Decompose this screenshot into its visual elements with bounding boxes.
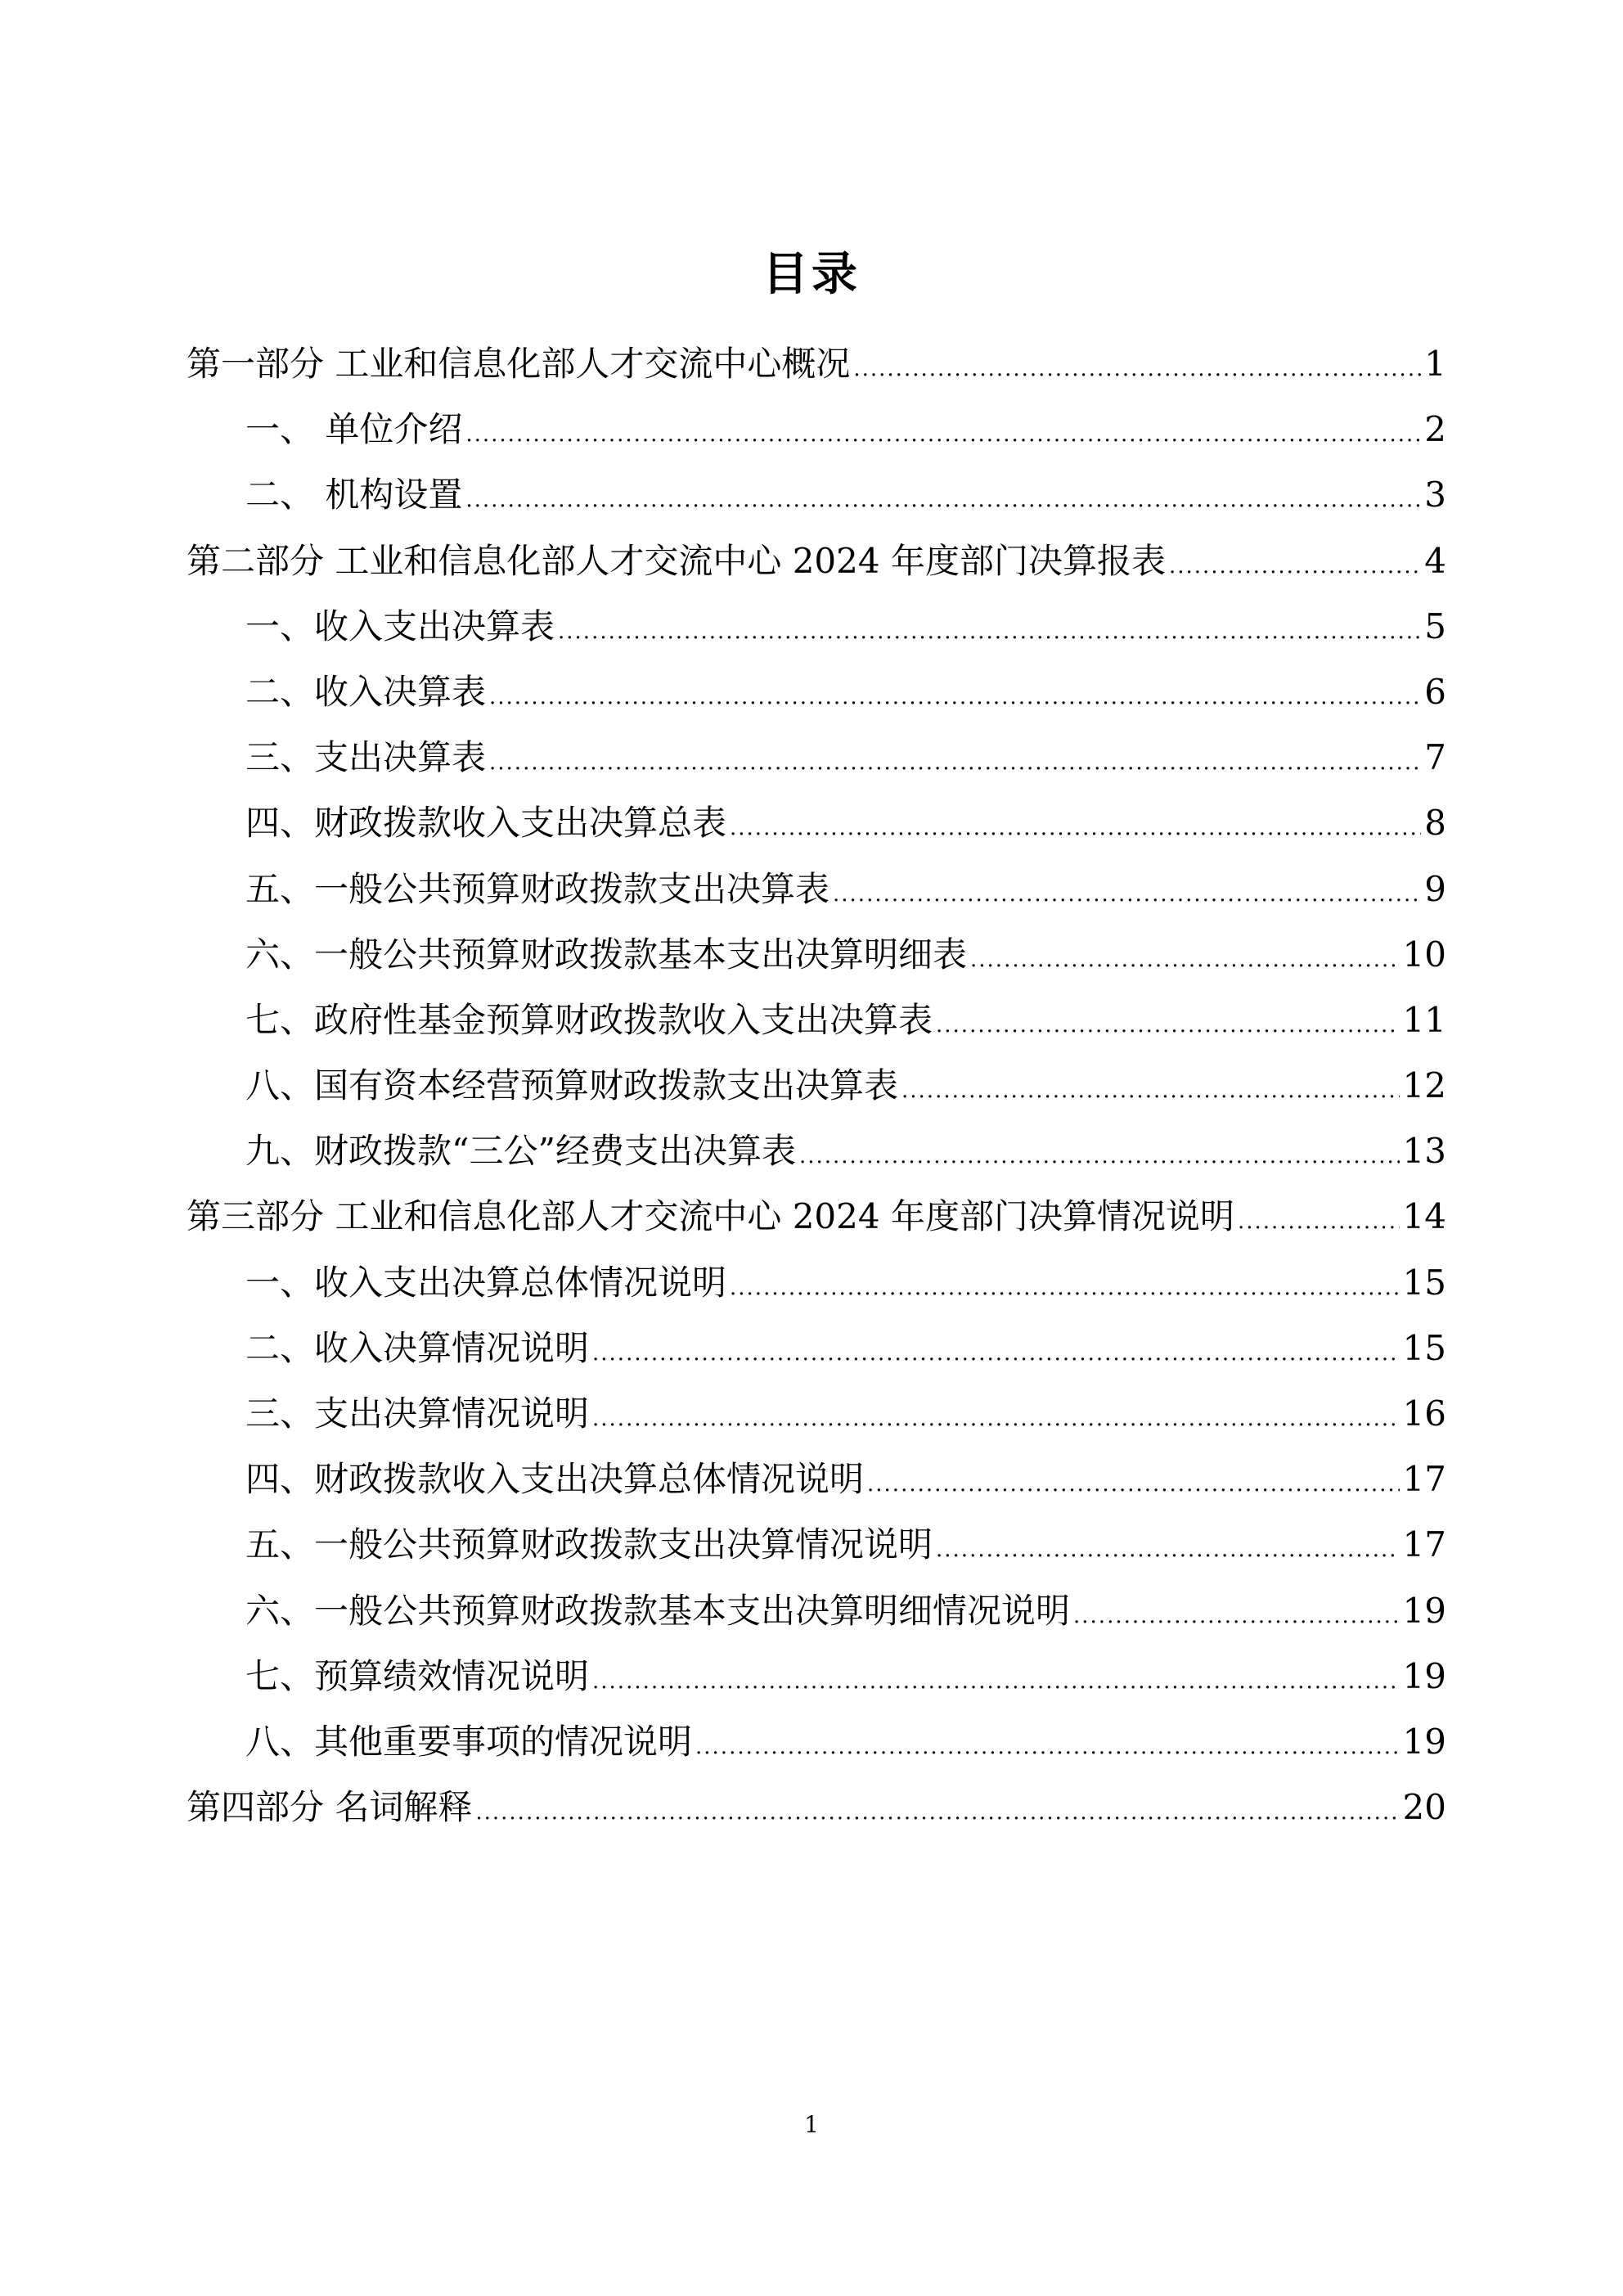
toc-entry-text: 二、收入决算表: [245, 671, 487, 712]
toc-dot-leader: [1238, 1189, 1400, 1254]
toc-list: [187, 331, 1446, 1840]
toc-entry[interactable]: [187, 922, 1446, 988]
toc-entry-text: 第一部分 工业和信息化部人才交流中心概况: [187, 344, 851, 384]
toc-entry-text: 六、一般公共预算财政拨款基本支出决算明细情况说明: [245, 1590, 1071, 1631]
toc-entry-text: 第四部分 名词解释: [187, 1787, 473, 1828]
toc-entry-page: 2: [1424, 409, 1446, 450]
toc-dot-leader: [475, 1780, 1399, 1845]
toc-entry[interactable]: [187, 1512, 1446, 1578]
toc-entry[interactable]: [187, 988, 1446, 1053]
toc-entry-text: 二、 机构设置: [245, 475, 463, 515]
toc-dot-leader: [936, 1517, 1400, 1582]
toc-entry[interactable]: [187, 857, 1446, 922]
toc-entry[interactable]: [187, 1053, 1446, 1119]
toc-entry[interactable]: [187, 462, 1446, 528]
toc-entry-page: 16: [1402, 1393, 1446, 1434]
toc-entry[interactable]: [187, 1775, 1446, 1840]
toc-dot-leader: [867, 1452, 1400, 1517]
toc-entry-text: 第三部分 工业和信息化部人才交流中心 2024 年度部门决算情况说明: [187, 1196, 1234, 1237]
toc-entry-page: 8: [1424, 803, 1446, 844]
toc-entry-text: 五、一般公共预算财政拨款支出决算情况说明: [245, 1524, 933, 1565]
toc-entry-page: 17: [1402, 1459, 1446, 1500]
toc-entry[interactable]: [187, 1578, 1446, 1644]
toc-entry[interactable]: [187, 1709, 1446, 1775]
toc-entry-page: 14: [1402, 1196, 1446, 1237]
toc-entry-text: 七、政府性基金预算财政拨款收入支出决算表: [245, 999, 933, 1040]
toc-dot-leader: [970, 927, 1400, 993]
toc-entry-page: 19: [1402, 1721, 1446, 1762]
toc-entry-page: 19: [1402, 1655, 1446, 1696]
toc-dot-leader: [489, 664, 1421, 730]
toc-entry[interactable]: [187, 1644, 1446, 1709]
toc-entry-text: 一、收入支出决算表: [245, 606, 555, 646]
toc-dot-leader: [465, 402, 1421, 467]
toc-dot-leader: [730, 795, 1421, 861]
toc-entry-text: 一、 单位介绍: [245, 409, 463, 450]
toc-entry[interactable]: [187, 1119, 1446, 1184]
toc-entry-text: 一、收入支出决算总体情况说明: [245, 1262, 727, 1303]
toc-entry-page: 3: [1424, 475, 1446, 515]
toc-entry[interactable]: [187, 331, 1446, 397]
toc-entry-text: 六、一般公共预算财政拨款基本支出决算明细表: [245, 934, 968, 975]
toc-dot-leader: [799, 1123, 1400, 1189]
toc-entry-text: 九、财政拨款“三公”经费支出决算表: [245, 1131, 796, 1172]
toc-entry-page: 6: [1424, 671, 1446, 712]
toc-entry[interactable]: [187, 397, 1446, 462]
toc-entry-text: 第二部分 工业和信息化部人才交流中心 2024 年度部门决算报表: [187, 540, 1166, 581]
toc-entry-text: 八、其他重要事项的情况说明: [245, 1721, 693, 1762]
toc-entry-text: 二、收入决算情况说明: [245, 1327, 590, 1368]
toc-entry-text: 三、支出决算情况说明: [245, 1393, 590, 1434]
toc-entry-page: 19: [1402, 1590, 1446, 1631]
toc-dot-leader: [592, 1321, 1400, 1386]
toc-dot-leader: [1169, 533, 1421, 599]
toc-dot-leader: [936, 993, 1400, 1058]
toc-entry-page: 12: [1402, 1065, 1446, 1106]
toc-dot-leader: [465, 467, 1421, 533]
toc-entry[interactable]: [187, 1184, 1446, 1249]
toc-entry[interactable]: [187, 594, 1446, 660]
toc-entry-page: 7: [1424, 737, 1446, 778]
toc-entry[interactable]: [187, 1316, 1446, 1381]
toc-entry-text: 三、支出决算表: [245, 737, 487, 778]
toc-entry-page: 1: [1424, 344, 1446, 384]
toc-entry-page: 15: [1402, 1327, 1446, 1368]
toc-entry[interactable]: [187, 1447, 1446, 1512]
toc-entry-page: 4: [1424, 540, 1446, 581]
toc-entry[interactable]: [187, 529, 1446, 594]
toc-dot-leader: [901, 1058, 1400, 1123]
toc-dot-leader: [489, 730, 1421, 795]
toc-entry-page: 15: [1402, 1262, 1446, 1303]
toc-entry-page: 9: [1424, 868, 1446, 909]
toc-entry-page: 5: [1424, 606, 1446, 646]
toc-entry[interactable]: [187, 660, 1446, 725]
toc-entry-text: 四、财政拨款收入支出决算总体情况说明: [245, 1459, 865, 1500]
toc-dot-leader: [592, 1649, 1400, 1714]
toc-entry[interactable]: [187, 725, 1446, 790]
toc-entry-page: 13: [1402, 1131, 1446, 1172]
toc-dot-leader: [558, 599, 1421, 664]
toc-entry-page: 11: [1402, 999, 1446, 1040]
toc-entry-text: 五、一般公共预算财政拨款支出决算表: [245, 868, 830, 909]
toc-entry-page: 17: [1402, 1524, 1446, 1565]
toc-entry-text: 七、预算绩效情况说明: [245, 1655, 590, 1696]
toc-dot-leader: [730, 1255, 1400, 1321]
toc-dot-leader: [1073, 1583, 1400, 1649]
toc-dot-leader: [592, 1386, 1400, 1452]
toc-dot-leader: [853, 336, 1421, 402]
toc-entry[interactable]: [187, 1250, 1446, 1316]
toc-entry-text: 四、财政拨款收入支出决算总表: [245, 803, 727, 844]
toc-dot-leader: [833, 862, 1421, 927]
toc-entry-page: 20: [1402, 1787, 1446, 1828]
toc-entry-text: 八、国有资本经营预算财政拨款支出决算表: [245, 1065, 899, 1106]
toc-dot-leader: [695, 1714, 1400, 1780]
toc-entry[interactable]: [187, 1381, 1446, 1447]
toc-title: 目录: [762, 247, 861, 301]
toc-entry-page: 10: [1402, 934, 1446, 975]
footer-page-number: 1: [804, 2111, 819, 2138]
toc-entry[interactable]: [187, 790, 1446, 856]
